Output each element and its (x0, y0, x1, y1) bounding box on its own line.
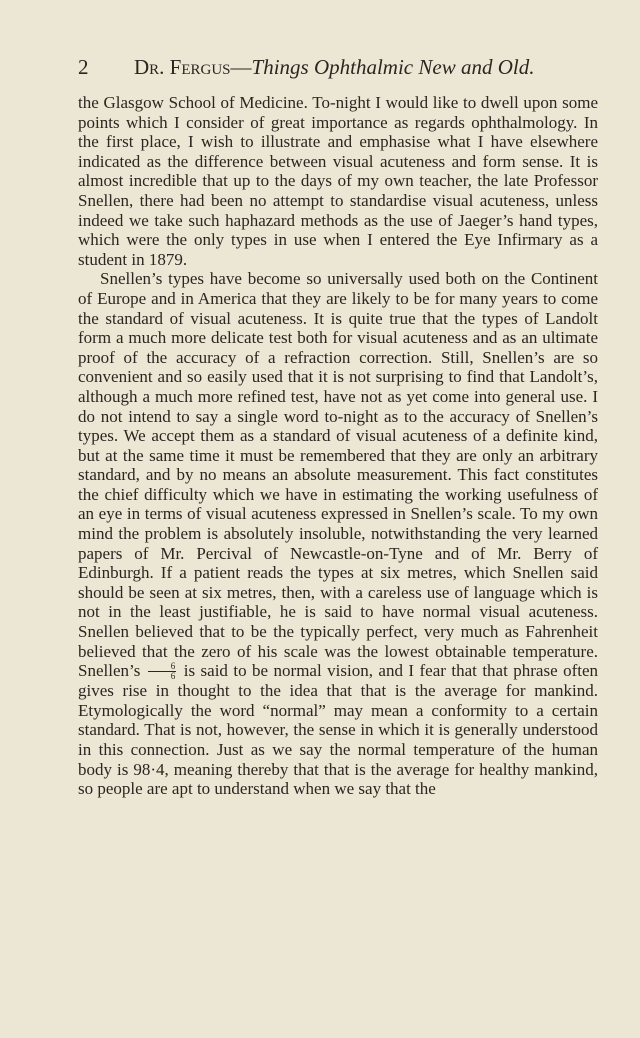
page-number: 2 (78, 55, 89, 79)
fraction-denominator: 6 (170, 671, 176, 682)
header-title (134, 52, 534, 82)
paragraph-2 (78, 269, 598, 798)
paragraph-2-text-after: is said to be normal vision, and I fear that that phrase often gives rise in thought to the idea that that is the average for mankind. Etymologically the word “normal” may mean a conformity to a certain standard. That is not, however, the sense in which it is generally understood in this connection. Just as we say the normal temperature of the human body is 98·4, meaning thereby that that is the average for healthy mankind, so people are apt to understand when we say that the (78, 661, 599, 799)
running-head (0, 52, 640, 82)
header-book-title: Things Ophthalmic New and Old. (251, 55, 535, 79)
paragraph-1-text: the Glasgow School of Medicine. To-night I would like to dwell upon some points which I consider of great importance as regards ophthalmology. In the first place, I wish to illustrate and emphasise what I have elsewhere indicated as the difference between visual acuteness and form sense. It is almost incredible that up to the days of my own teacher, the late Professor Snellen, there had been no attempt to standardise visual acuteness, unless indeed we take such haphazard methods as the use of Jaeger’s hand types, which were the only types in use when I entered the Eye Infirmary as a student in 1879. (78, 93, 598, 269)
fraction-numerator: 6 (148, 662, 177, 672)
snellen-fraction (148, 662, 177, 681)
paragraph-1 (78, 93, 598, 269)
paragraph-2-text-before: Snellen’s types have become so universally used both on the Continent of Europe and in America that they are likely to be for many years to come the standard of visual acuteness. It is quite true that the types of Landolt form a much more delicate test both for visual acuteness and as an ultimate proof of the accuracy of a refraction correction. Still, Snellen’s are so convenient and so easily used that it is not surprising to find that Landolt’s, although a much more refined test, have not as yet come into general use. I do not intend to say a single word to-night as to the accuracy of Snellen’s types. We accept them as a standard of visual acuteness of a definite kind, but at the same time it must be remembered that they are only an arbitrary standard, and by no means an absolute measurement. This fact constitutes the chief difficulty which we have in estimating the working usefulness of an eye in terms of visual acuteness expressed in Snellen’s scale. To my own mind the problem is absolutely insoluble, notwithstanding the very learned papers of Mr. Percival of Newcastle-on-Tyne and of Mr. Berry of Edinburgh. If a patient reads the types at six metres, which Snellen said should be seen at six metres, then, with a careless use of language which is not in the least justifiable, he is said to have normal visual acuteness. Snellen believed that to be the typically perfect, very much as Fahrenheit believed that the zero of his scale was the lowest obtainable temperature. Snellen’s (78, 269, 598, 681)
header-author: Dr. Fergus (134, 55, 231, 79)
header-dash: — (230, 55, 252, 79)
body-text (78, 93, 598, 799)
